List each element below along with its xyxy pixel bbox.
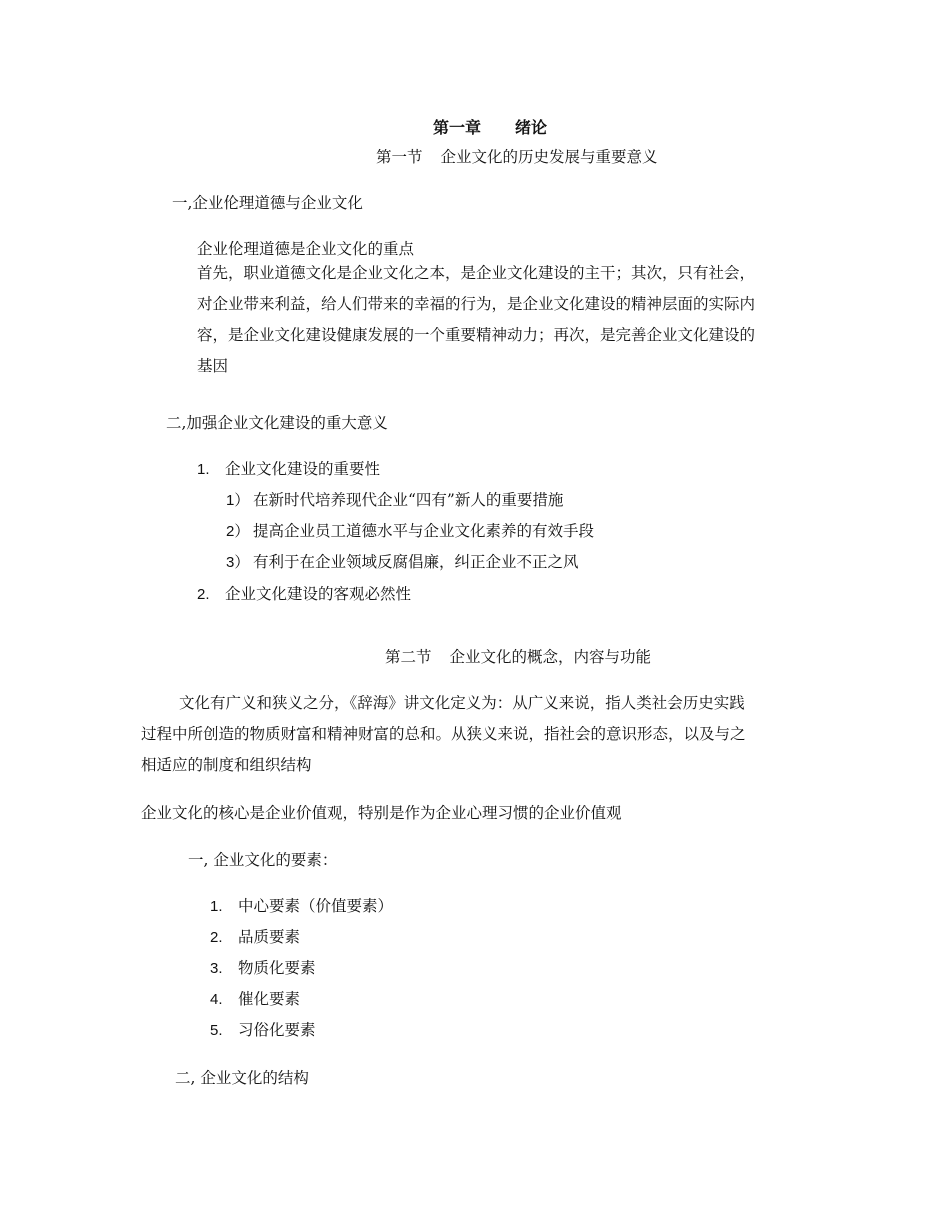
sub-list-item xyxy=(226,493,563,509)
chapter-title xyxy=(0,120,950,136)
list-number: 2. xyxy=(210,929,223,946)
paragraph-line: 首先，职业道德文化是企业文化之本，是企业文化建设的主干；其次，只有社会， xyxy=(197,264,756,282)
section-1-label: 第一节 xyxy=(376,148,423,166)
sub-list-item xyxy=(226,524,594,540)
sub-list-text: 提高企业员工道德水平与企业文化素养的有效手段 xyxy=(253,522,595,540)
section-1-part-1-paragraph xyxy=(197,258,837,382)
section-1-part-1-heading: 一,企业伦理道德与企业文化 xyxy=(172,194,363,212)
paragraph-line: 过程中所创造的物质财富和精神财富的总和。从狭义来说，指社会的意识形态，以及与之 xyxy=(141,725,746,743)
list-item xyxy=(210,899,393,915)
section-1-part-2-heading: 二,加强企业文化建设的重大意义 xyxy=(166,414,388,432)
section-2-title xyxy=(385,650,651,666)
paragraph-line: 对企业带来利益，给人们带来的幸福的行为，是企业文化建设的精神层面的实际内 xyxy=(197,295,756,313)
list-item xyxy=(210,961,316,977)
list-item-text: 催化要素 xyxy=(238,990,301,1008)
chapter-name: 绪论 xyxy=(515,118,548,137)
paragraph-line: 相适应的制度和组织结构 xyxy=(141,756,312,774)
list-number: 1. xyxy=(197,461,210,478)
list-number: 3. xyxy=(210,960,223,977)
sub-list-text: 在新时代培养现代企业“四有”新人的重要措施 xyxy=(253,491,564,509)
list-item-text: 物质化要素 xyxy=(238,959,316,977)
list-item-text: 中心要素（价值要素） xyxy=(238,897,394,915)
sub-list-number: 2） xyxy=(226,523,250,540)
section-1-name: 企业文化的历史发展与重要意义 xyxy=(440,148,658,166)
list-item-text: 企业文化建设的重要性 xyxy=(225,460,381,478)
paragraph-line: 容，是企业文化建设健康发展的一个重要精神动力；再次，是完善企业文化建设的 xyxy=(197,326,756,344)
list-item xyxy=(210,992,300,1008)
list-item xyxy=(210,1023,316,1039)
section-1-part-1-subheading: 企业伦理道德是企业文化的重点 xyxy=(197,240,415,258)
sub-list-item xyxy=(226,555,579,571)
list-item-text: 品质要素 xyxy=(238,928,301,946)
section-2-intro-paragraph xyxy=(141,688,821,781)
paragraph-line: 基因 xyxy=(197,357,229,375)
sub-list-text: 有利于在企业领域反腐倡廉，纠正企业不正之风 xyxy=(253,553,579,571)
list-item xyxy=(210,930,300,946)
list-item xyxy=(197,462,380,478)
list-number: 4. xyxy=(210,991,223,1008)
list-number: 5. xyxy=(210,1022,223,1039)
sub-list-number: 1） xyxy=(226,492,250,509)
section-2-label: 第二节 xyxy=(385,648,432,666)
list-item-text: 习俗化要素 xyxy=(238,1021,316,1039)
sub-list-number: 3） xyxy=(226,554,250,571)
chapter-label: 第一章 xyxy=(432,118,481,137)
list-number: 1. xyxy=(210,898,223,915)
section-1-title xyxy=(376,150,658,166)
list-item-text: 企业文化建设的客观必然性 xyxy=(225,585,412,603)
core-statement: 企业文化的核心是企业价值观，特别是作为企业心理习惯的企业价值观 xyxy=(141,804,622,822)
paragraph-line: 文化有广义和狭义之分，《辞海》讲文化定义为：从广义来说，指人类社会历史实践 xyxy=(179,694,745,712)
section-2-part-2-heading: 二, 企业文化的结构 xyxy=(175,1069,309,1087)
list-number: 2. xyxy=(197,586,210,603)
list-item xyxy=(197,587,411,603)
section-2-part-1-heading: 一, 企业文化的要素： xyxy=(188,851,338,869)
section-2-name: 企业文化的概念，内容与功能 xyxy=(449,648,652,666)
